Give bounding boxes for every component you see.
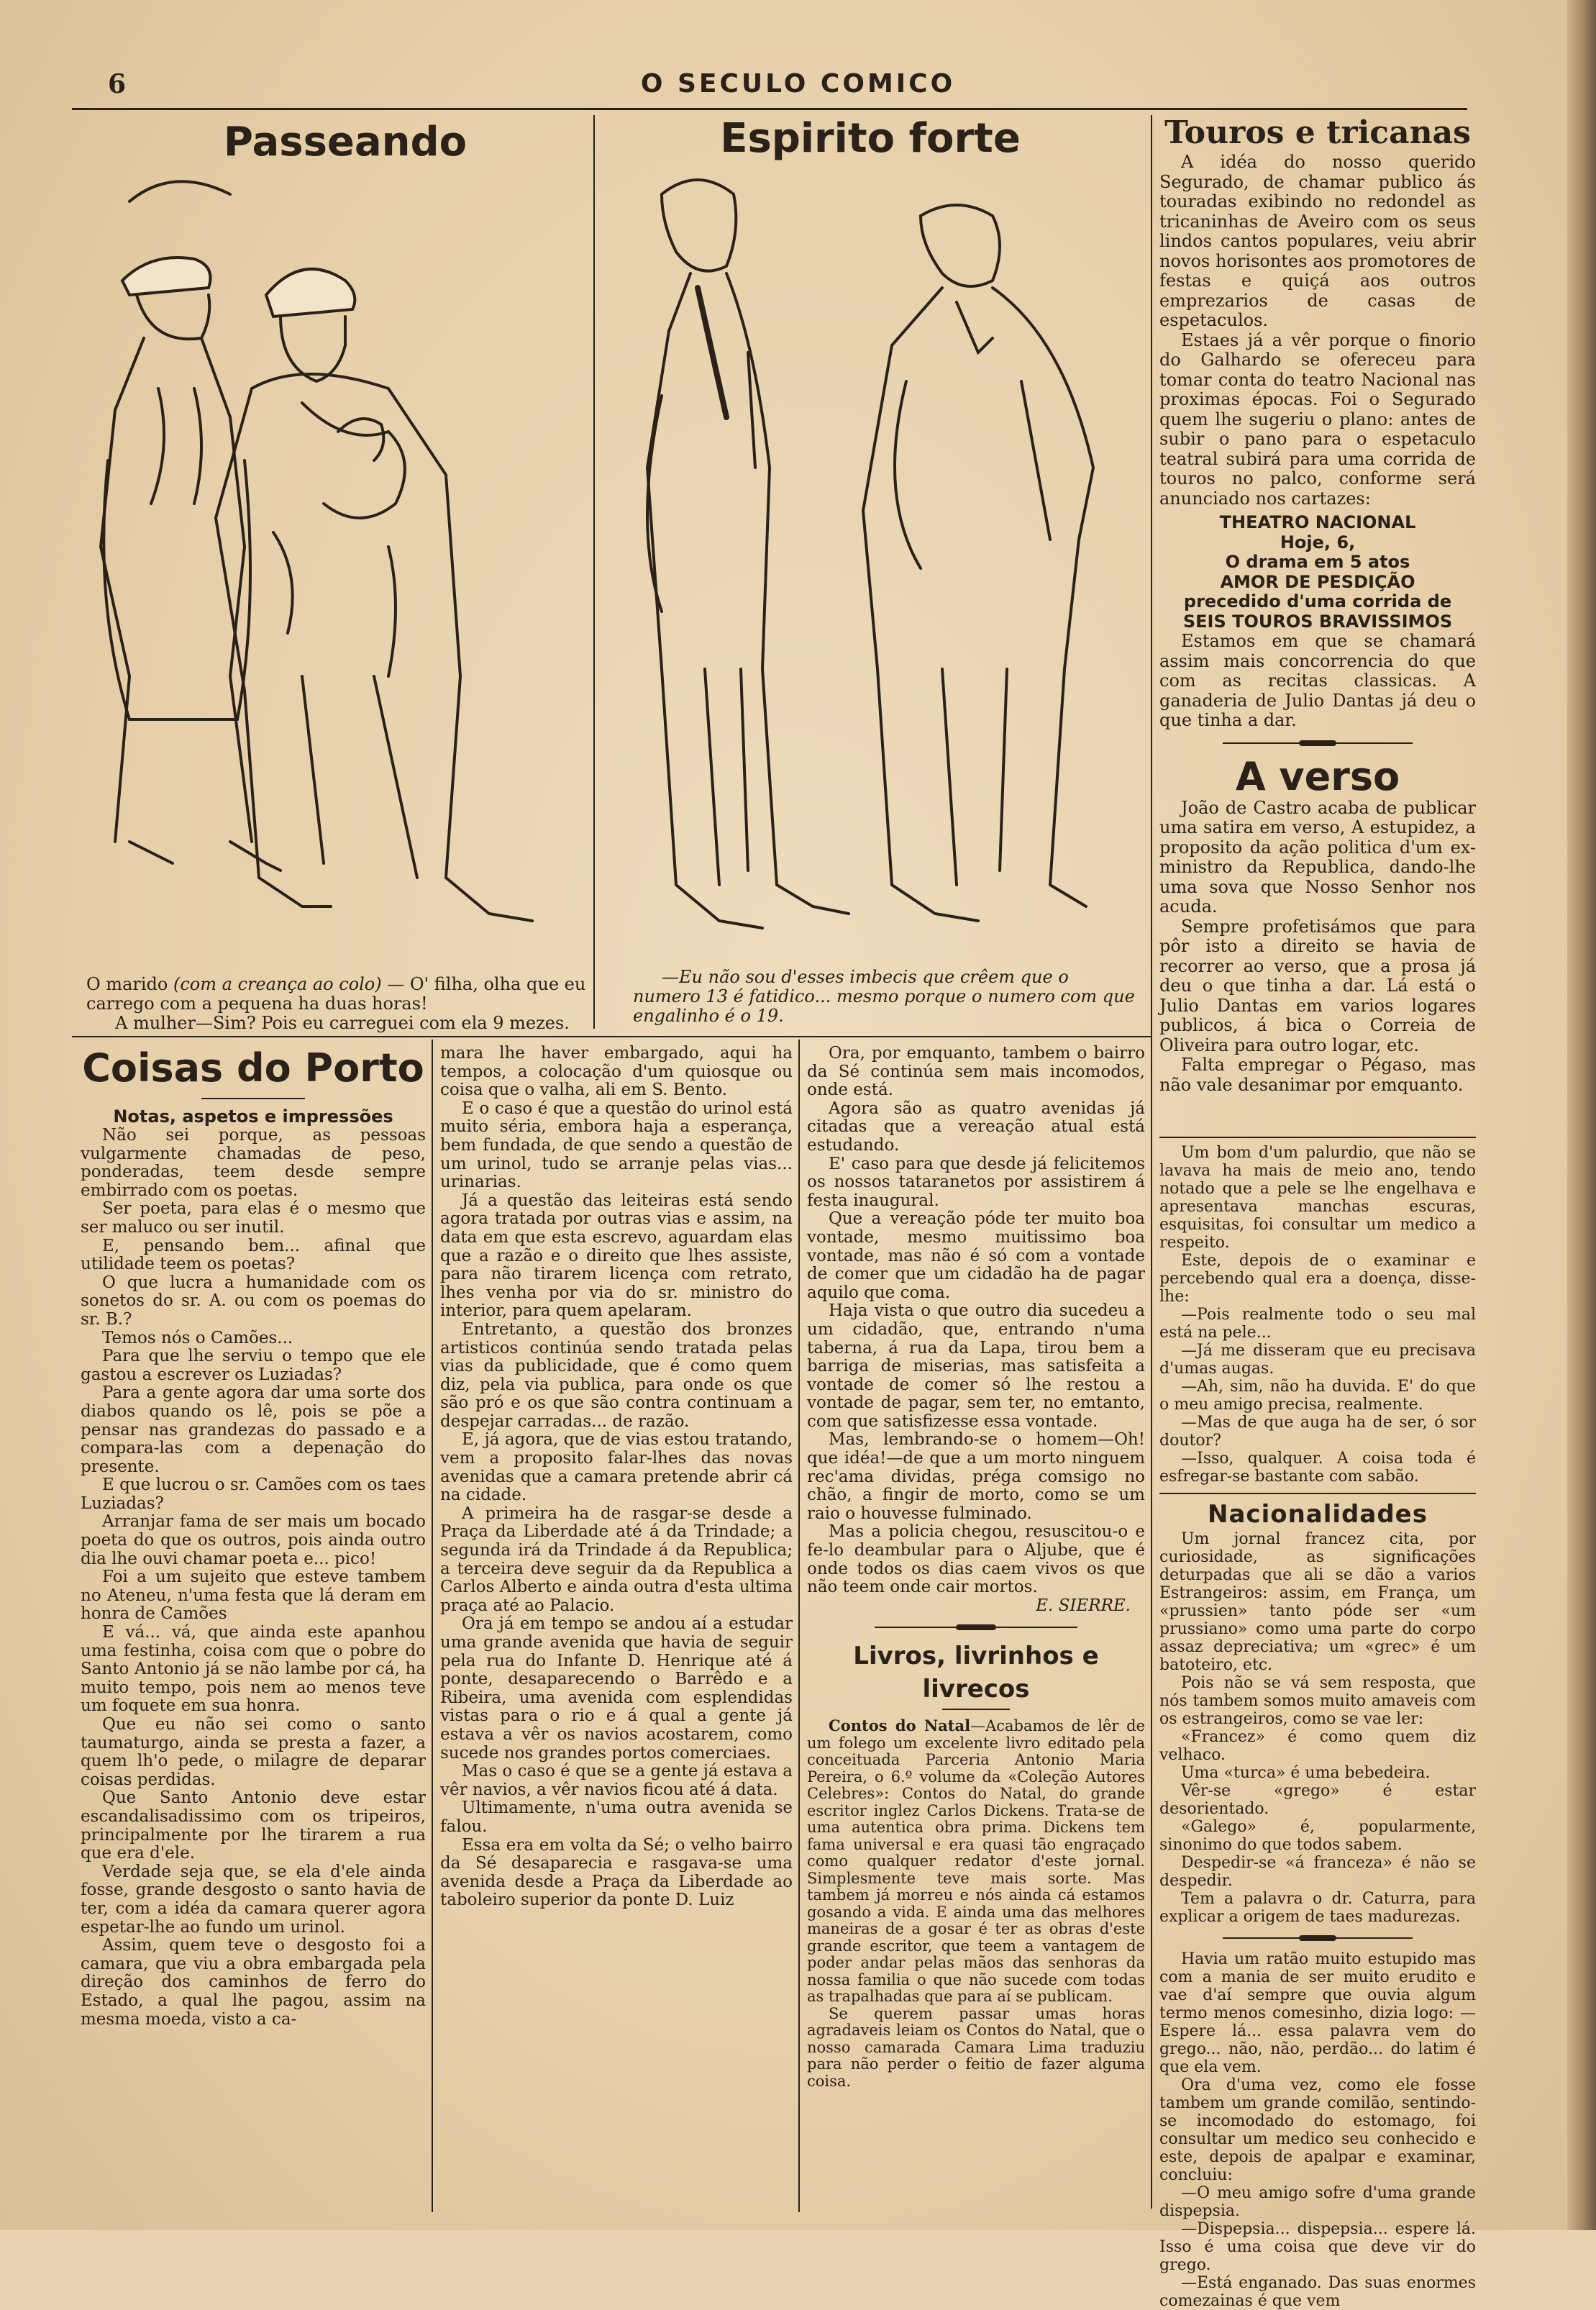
poster-preceded: precedido d'uma corrida de <box>1183 591 1452 611</box>
porto-paragraph: Agora são as quatro avenidas já citadas que a vereação atual está estudando. <box>807 1099 1145 1155</box>
livros-paragraph <box>807 1717 1145 2006</box>
page-spine-shadow <box>1567 0 1596 2230</box>
caption-wife-line: A mulher—Sim? Pois eu carreguei com ela 9 mezes. <box>115 1013 570 1033</box>
porto-paragraph: Não sei porque, as pessoas vulgarmente chamadas de peso, ponderadas, teem desde sempre embirrado com os poetas. <box>81 1126 426 1200</box>
anecdote-paragraph: Este, depois de o examinar e percebendo qual era a doença, disse-lhe: <box>1159 1252 1476 1306</box>
nacionalidades-title: Nacionalidades <box>1208 1500 1428 1529</box>
porto-paragraph: E' caso para que desde já felicitemos os nossos tataranetos por assistirem á festa inaugural. <box>807 1154 1145 1210</box>
poster-bulls: SEIS TOUROS BRAVISSIMOS <box>1182 611 1453 632</box>
anecdote-paragraph: —Ah, sim, não ha duvida. E' do que o meu amigo precisa, realmente. <box>1159 1378 1476 1414</box>
porto-paragraph: Mas a policia chegou, resuscitou-o e fe-lo deambular para o Aljube, que é onde todos os dias caem vivos os que não teem onde cair mortos. <box>807 1522 1145 1597</box>
title-underline <box>201 1098 305 1099</box>
header-rule <box>72 108 1467 110</box>
cartoon-title-passeando: Passeando <box>223 119 468 165</box>
newspaper-title: O SECULO COMICO <box>640 69 956 99</box>
cartoon-title-espirito-forte: Espirito forte <box>720 115 1021 162</box>
nacionalidades-paragraph: Uma «turca» é uma bebedeira. <box>1181 1764 1431 1782</box>
livros-lead: Contos do Natal <box>829 1716 971 1735</box>
nacionalidades-paragraph: Tem a palavra o dr. Caturra, para explicar a origem de taes madurezas. <box>1159 1890 1476 1926</box>
porto-paragraph: Verdade seja que, se ela d'ele ainda fosse, grande desgosto o santo havia de ter, com a idéa da camara querer agora espetar-lhe ao fundo um urinol. <box>81 1862 426 1937</box>
cartoon-divider <box>593 115 595 1029</box>
ratao-paragraph: Ora d'uma vez, como ele fosse tambem um grande comilão, sentindo-se incomodado do estomago, foi consultar um medico seu conhecido e este, depois de apalpar e examinar, concluiu: <box>1159 2076 1476 2184</box>
porto-paragraph: Ultimamente, n'uma outra avenida se falou. <box>440 1799 793 1836</box>
nacionalidades-paragraph: Vêr-se «grego» é estar desorientado. <box>1159 1782 1476 1818</box>
column-divider-1 <box>432 1040 433 2212</box>
verso-paragraph: Falta empregar o Pégaso, mas não vale desanimar por emquanto. <box>1159 1055 1476 1095</box>
nacionalidades-paragraph: Um jornal francez cita, por curiosidade, as significações deturpadas que ali se dão a varios Estrangeiros: assim, em França, um «prussien» tanto póde ser «um prussiano» como uma parte do corpo assaz depreciativa; um «grec» é um batoteiro, etc. <box>1159 1530 1476 1674</box>
porto-paragraph: Para que lhe serviu o tempo que ele gastou a escrever os Luziadas? <box>81 1347 426 1384</box>
porto-paragraph: Temos nós o Camões... <box>102 1328 293 1347</box>
porto-paragraph: O que lucra a humanidade com os sonetos do sr. A. ou com os poemas do sr. B.? <box>81 1273 426 1329</box>
poster-play-title: AMOR DE PESDIÇÃO <box>1220 571 1415 592</box>
porto-paragraph: Arranjar fama de ser mais um bocado poeta do que os outros, pois ainda outro dia lhe ouvi chamar poeta e... pico! <box>81 1512 426 1568</box>
cartoon-bottom-rule <box>72 1036 1151 1037</box>
anecdote-paragraph: Um bom d'um palurdio, que não se lavava ha mais de meio ano, tendo notado que a pele se lhe engelhava e apresentava manchas escuras, esquisitas, foi consultar um medico a respeito. <box>1159 1144 1476 1252</box>
porto-paragraph: mara lhe haver embargado, aqui ha tempos, a colocação d'um quiosque ou coisa que o valha, ali em S. Bento. <box>440 1044 793 1100</box>
column-divider-3 <box>1151 1273 1152 2209</box>
section-rule <box>1159 1493 1476 1494</box>
porto-paragraph: Foi a um sujeito que esteve tambem no Ateneu, n'uma festa que lá deram em honra de Camões <box>81 1568 426 1624</box>
porto-subtitle: Notas, aspetos e impressões <box>113 1106 393 1127</box>
porto-paragraph: Essa era em volta da Sé; o velho bairro da Sé desaparecia e rasgava-se uma avenida desde a Praça da Liberdade ao taboleiro superior da ponte D. Luiz <box>440 1835 793 1910</box>
porto-paragraph: Ser poeta, para elas é o mesmo que ser maluco ou ser inutil. <box>81 1199 426 1237</box>
caption-husband-line: — O' filha, olha que eu carrego com a pequena ha duas horas! <box>86 974 586 1014</box>
title-underline <box>942 1709 1010 1710</box>
porto-column-1 <box>81 1043 426 2029</box>
porto-paragraph: E vá... vá, que ainda este apanhou uma festinha, coisa com que o pobre do Santo Antonio já se não lambe por cá, ha muito tempo, pois nem ao menos teve um foquete em sua honra. <box>81 1623 426 1716</box>
touros-paragraph: Estamos em que se chamará assim mais concorrencia do que com as recitas classicas. A ganaderia de Julio Dantas já deu o que tinha a dar. <box>1159 631 1476 730</box>
porto-column-2 <box>440 1045 793 1910</box>
porto-paragraph: Ora já em tempo se andou aí a estudar uma grande avenida que havia de seguir pela rua do Infante D. Henrique até á ponte, desaparecendo o Barrêdo e a Ribeira, uma avenida com esplendidas vistas para o rio e á qual a gente já estava a vêr os navios acostarem, como sucede nos grandes portos comerciaes. <box>440 1614 793 1763</box>
ratao-paragraph: —Está enganado. Das suas enormes comezainas é que vem <box>1159 2274 1476 2310</box>
poster-theatre: THEATRO NACIONAL <box>1219 512 1416 532</box>
ratao-paragraph: Havia um ratão muito estupido mas com a mania de ser muito erudito e vae d'aí sempre que ouvia algum termo menos comesinho, dizia logo: —Espere lá... essa palavra vem do grego... não, não, perdão... do latim é que ela vem. <box>1159 1950 1476 2076</box>
ornament-divider <box>807 1622 1145 1632</box>
porto-paragraph: E o caso é que a questão do urinol está muito séria, embora haja a esperança, bem fundada, de que sendo a questão de um urinol, tudo se arranje pelas vias... urinarias. <box>440 1099 793 1192</box>
caption-stage-direction: (com a creança ao colo) <box>173 974 382 994</box>
cartoon2-caption: —Eu não sou d'esses imbecis que crêem que o numero 13 é fatidico... mesmo porque o numero com que engalinho é o 19. <box>633 967 1135 1026</box>
porto-paragraph: E, pensando bem... afinal que utilidade teem os poetas? <box>81 1236 426 1274</box>
ornament-divider <box>1159 738 1476 748</box>
page-number: 6 <box>108 69 127 99</box>
porto-paragraph: Mas o caso é que se a gente já estava a vêr navios, a vêr navios ficou até á data. <box>440 1762 793 1799</box>
nacionalidades-paragraph: «Galego» é, popularmente, sinonimo do que todos sabem. <box>1159 1818 1476 1854</box>
livros-paragraph: Se querem passar umas horas agradaveis leiam os Contos do Natal, que o nosso camarada Camara Lima traduziu para não perder o feitio de fazer alguma coisa. <box>807 2004 1145 2090</box>
anecdote-paragraph: —Já me disseram que eu precisava d'umas augas. <box>1159 1342 1476 1378</box>
cartoon-illustration-two-men <box>619 165 1122 957</box>
ratao-paragraph: —Dispepsia... dispepsia... espere lá. Isso é uma coisa que deve vir do grego. <box>1159 2220 1476 2274</box>
cartoon-illustration-couple <box>86 173 590 964</box>
column-divider-right <box>1151 115 1152 1273</box>
article-touros <box>1159 114 1476 1095</box>
porto-paragraph: Para a gente agora dar uma sorte dos diabos quando os lê, pois se põe a pensar nas grandezas do passado e a compara-las com a depenação do presente. <box>81 1383 426 1476</box>
ratao-paragraph: —O meu amigo sofre d'uma grande dispepsia. <box>1159 2184 1476 2220</box>
verso-paragraph: Sempre profetisámos que para pôr isto a direito se havia de recorrer ao verso, que a prosa já deu o que tinha a dar. Lá está o Julio Dantas em varios logares publicos, á bica o Correia de Oliveira para outro logar, etc. <box>1159 916 1476 1055</box>
nacionalidades-paragraph: Pois não se vá sem resposta, que nós tambem somos muito amaveis com os estrangeiros, como se vae ler: <box>1159 1674 1476 1728</box>
column-divider-2 <box>798 1040 800 2212</box>
touros-paragraph: Estaes já a vêr porque o finorio do Galhardo se ofereceu para tomar conta do teatro Nacional nas proximas épocas. Foi o Segurado quem lhe sugeriu o plano: antes de subir o pano para o espetaculo teatral subirá para uma corrida de touros no palco, conforme será anunciado nos cartazes: <box>1159 329 1476 509</box>
porto-paragraph: Haja vista o que outro dia sucedeu a um cidadão, que, entrando n'uma taberna, á rua da Lapa, tirou bem a barriga de miserias, mas satisfeita a vontade de comer só lhe restou a vontade de pagar, sem ter, no emtanto, com que satisfizesse essa vontade. <box>807 1301 1145 1431</box>
cartoon1-caption <box>86 975 590 1033</box>
verso-paragraph: João de Castro acaba de publicar uma satira em verso, A estupidez, a proposito da ação politica d'um ex-ministro da Republica, dando-lhe uma sova que Nosso Senhor nos acuda. <box>1159 797 1476 917</box>
touros-title: Touros e tricanas <box>1164 114 1471 151</box>
porto-paragraph: Que eu não sei como o santo taumaturgo, ainda se presta a fazer, a quem lh'o pede, o milagre de deparar coisas perdidas. <box>81 1715 426 1789</box>
anecdote-paragraph: —Isso, qualquer. A coisa toda é esfregar-se bastante com sabão. <box>1159 1450 1476 1486</box>
anecdote-paragraph: —Mas de que auga ha de ser, ó sor doutor? <box>1159 1414 1476 1450</box>
touros-paragraph: A idéa do nosso querido Segurado, de chamar publico ás touradas exibindo no redondel as tricaninhas de Aveiro com os seus lindos cantos populares, veiu abrir novos horisontes aos promotores de festas e quiçá aos outros emprezarios de casas de espetaculos. <box>1159 152 1476 330</box>
section-rule <box>1159 1137 1476 1138</box>
poster-date: Hoje, 6, <box>1280 532 1356 553</box>
nacionalidades-paragraph: «Francez» é como quem diz velhaco. <box>1159 1728 1476 1764</box>
nacionalidades-paragraph: Despedir-se «á franceza» é não se despedir. <box>1159 1854 1476 1890</box>
porto-paragraph: Entretanto, a questão dos bronzes artisticos continúa sendo tratada pelas vias da publicidade, que é como quem diz, pela via publica, para onde os que são pró e os que são contra continuam a despejar carradas... de razão. <box>440 1319 793 1431</box>
ornament-divider <box>1159 1933 1476 1943</box>
porto-paragraph: E que lucrou o sr. Camões com os taes Luziadas? <box>81 1475 426 1513</box>
porto-paragraph: Mas, lembrando-se o homem—Oh! que idéa!—de que a um morto ninguem rec'ama dividas, préga comsigo no chão, a fingir de morto, como se um raio o houvesse fulminado. <box>807 1430 1145 1523</box>
poster-drama: O drama em 5 atos <box>1225 552 1410 572</box>
porto-paragraph: E, já agora, que de vias estou tratando, vem a proposito falar-lhes das novas avenidas que a camara pretende abrir cá na cidade. <box>440 1430 793 1505</box>
porto-signature: E. SIERRE. <box>1036 1596 1131 1615</box>
porto-paragraph: Que a vereação póde ter muito boa vontade, mesmo muitissimo boa vontade, mas não é só com a vontade de comer que um cidadão ha de pagar aquilo que coma. <box>807 1209 1145 1302</box>
verso-title: A verso <box>1235 753 1400 799</box>
porto-column-3 <box>807 1045 1145 2090</box>
caption-speaker: O marido <box>86 974 168 994</box>
article-anecdotes <box>1159 1137 1476 2310</box>
porto-title: Coisas do Porto <box>82 1045 424 1091</box>
anecdote-paragraph: —Pois realmente todo o seu mal está na pele... <box>1159 1306 1476 1342</box>
porto-paragraph: A primeira ha de rasgar-se desde a Praça da Liberdade até á da Trindade; a segunda irá da Trindade á da Republica; a terceira deve seguir da da Republica a Carlos Alberto e ainda outra d'esta ultima praça até ao Palacio. <box>440 1504 793 1615</box>
porto-paragraph: Já a questão das leiteiras está sendo agora tratada por outras vias e assim, na data em que esta escrevo, aguardam elas que a razão e o direito que lhes assiste, para não tirarem licença com retrato, lhes venha por via do sr. ministro do interior, para quem apelaram. <box>440 1191 793 1321</box>
porto-paragraph: Assim, quem teve o desgosto foi a camara, que viu a obra embargada pela direção dos caminhos de ferro do Estado, a qual lhe pagou, assim na mesma moeda, visto a ca- <box>81 1936 426 2029</box>
livros-title: Livros, livrinhos e livrecos <box>853 1642 1099 1704</box>
porto-paragraph: Que Santo Antonio deve estar escandalisadissimo com os tripeiros, principalmente por lhe tirarem a rua que era d'ele. <box>81 1788 426 1863</box>
porto-paragraph: Ora, por emquanto, tambem o bairro da Sé continúa sem mais incomodos, onde está. <box>807 1044 1145 1100</box>
livros-body: —Acabamos de lêr de um folego um excelente livro editado pela conceituada Parceria Antonio Maria Pereira, o 6.º volume da «Coleção Autores Celebres»: Contos do Natal, do grande escritor inglez Carlos Dickens. Trata-se de uma autentica obra prima. Dickens tem fama universal e era quasi tão engraçado como qualquer redator d'este jornal. Simplesmente teve mais sorte. Mas tambem já morreu e nós ainda cá estamos gosando a vida. E ainda uma das melhores maneiras de a gosar é ter as obras d'este grande escritor, que teem a vantagem de poder andar pelas mãos das senhoras da nossa familia o que não sucede com todas as trapalhadas que para aí se publicam. <box>807 1717 1145 2006</box>
